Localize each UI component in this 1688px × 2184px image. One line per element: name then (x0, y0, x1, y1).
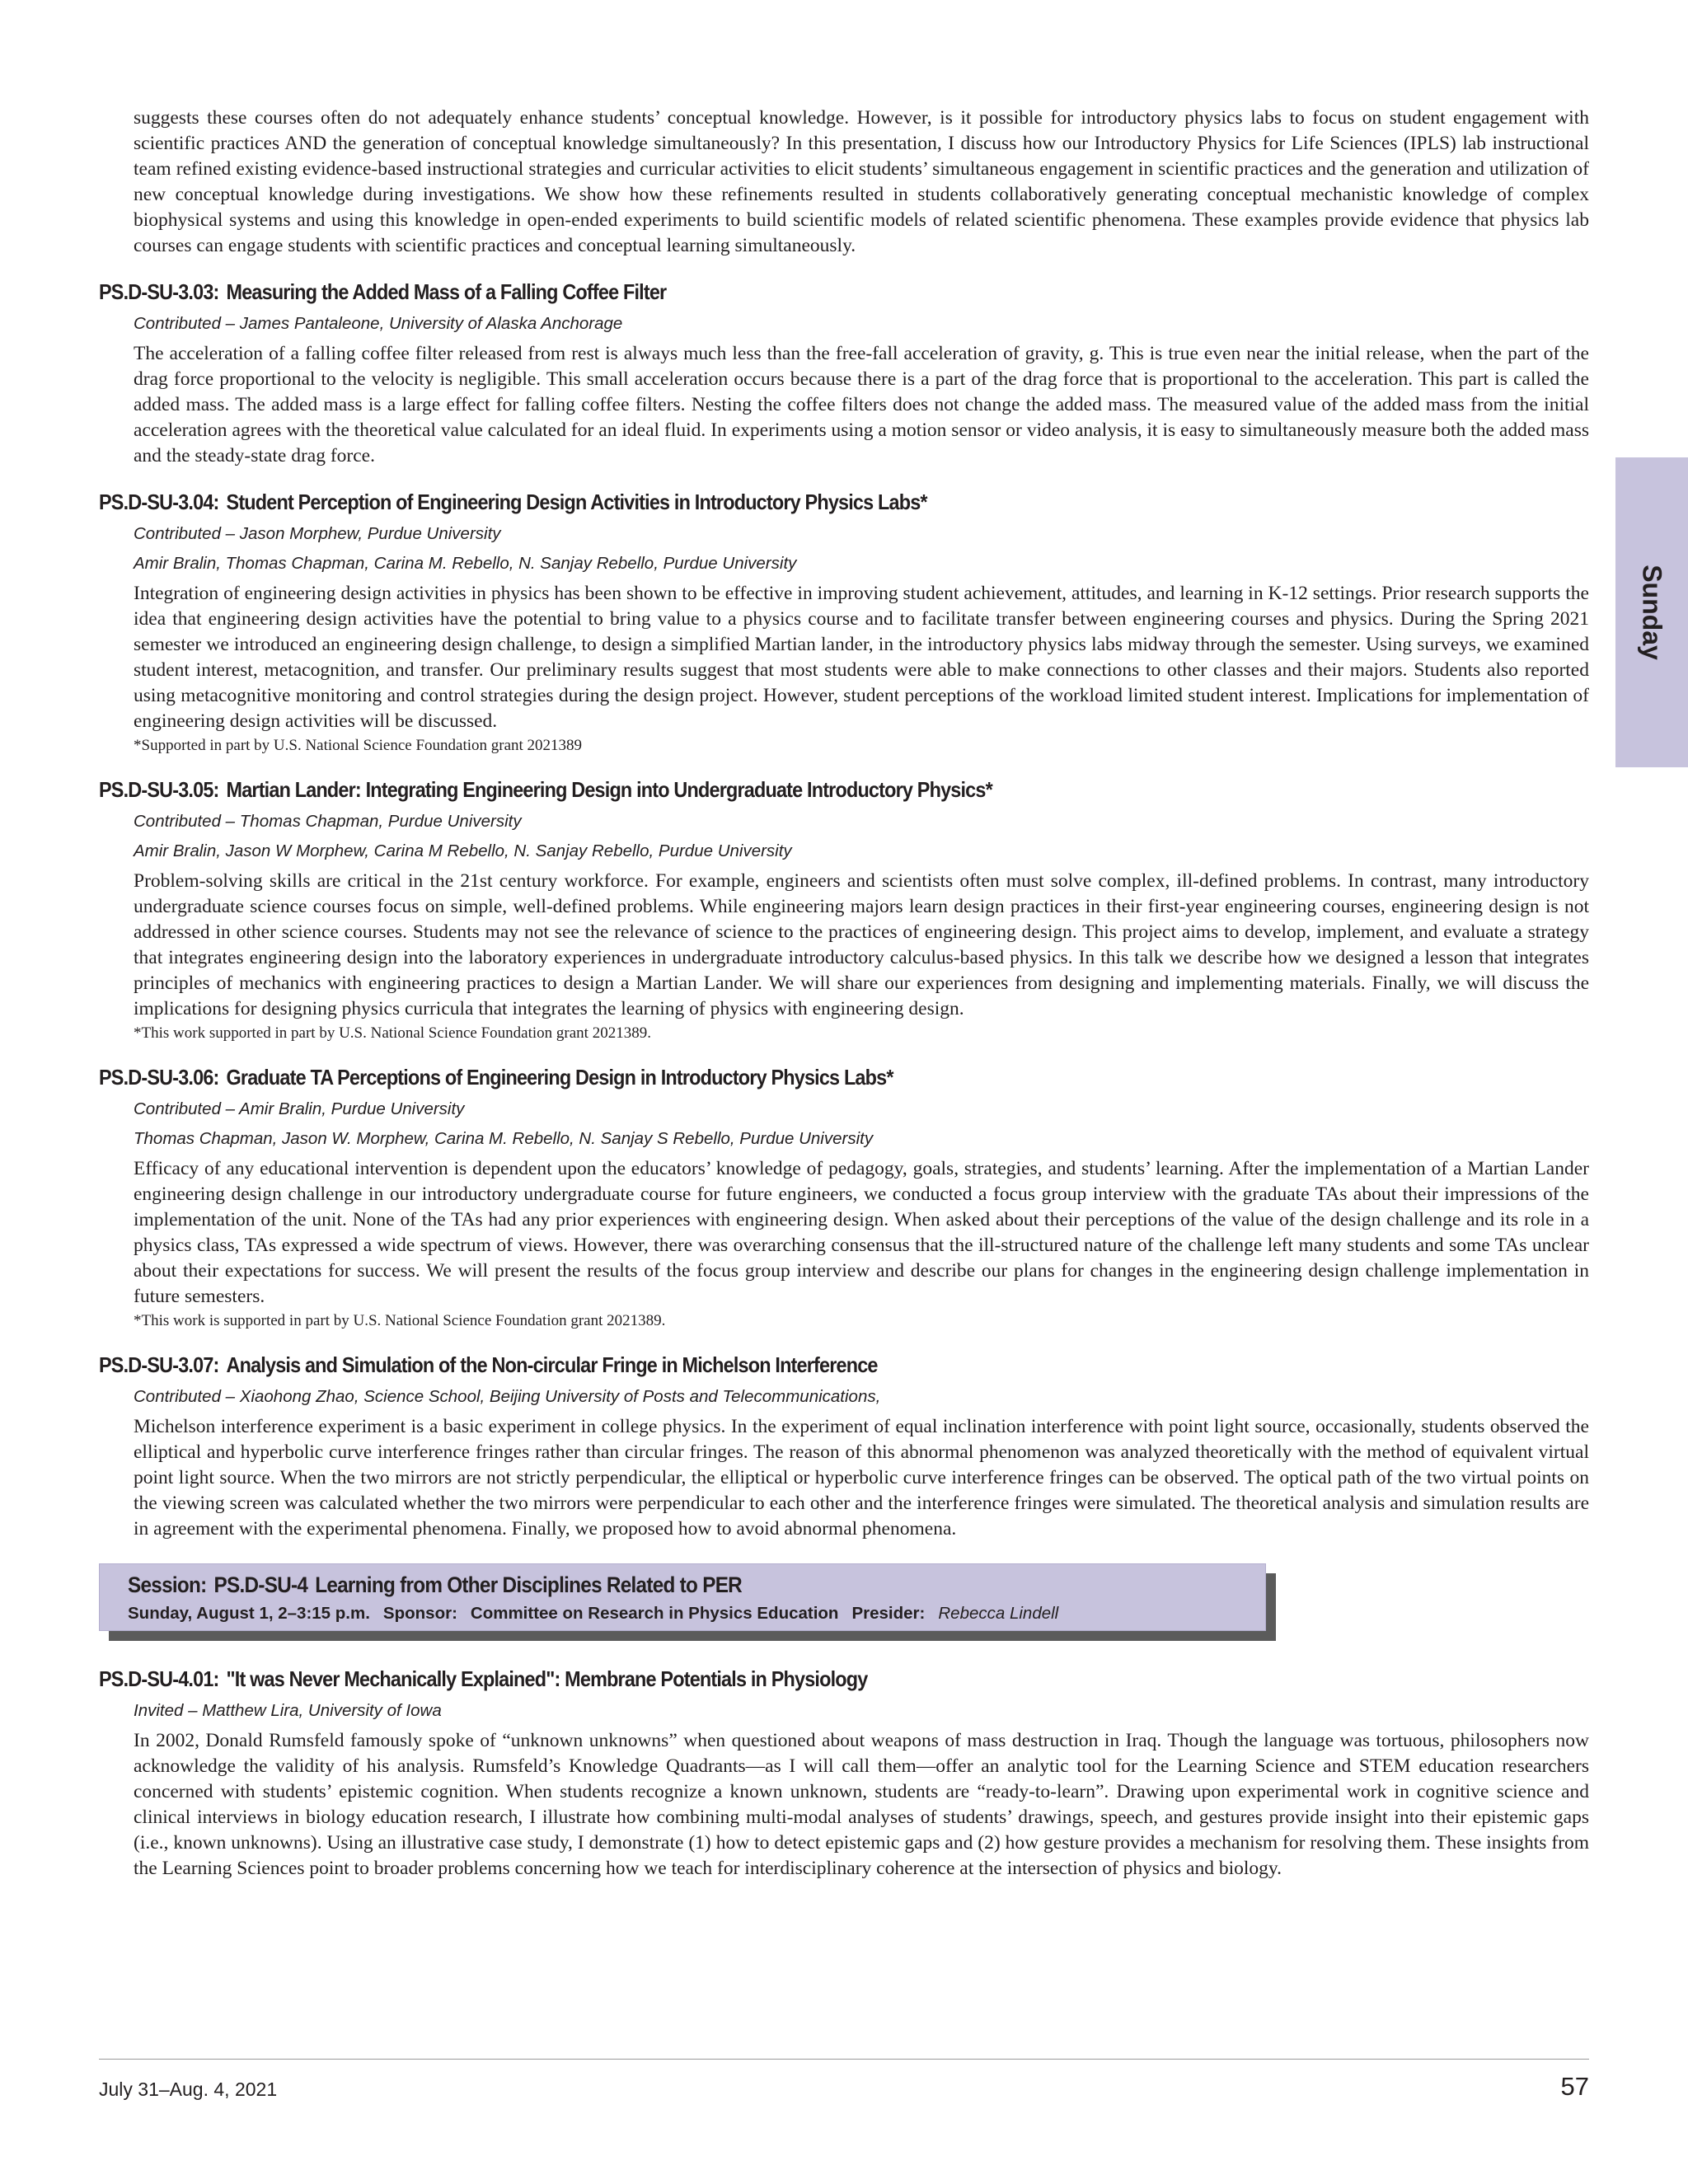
funding-note: *Supported in part by U.S. National Science Foundation grant 2021389 (134, 737, 583, 754)
funding-note: *This work supported in part by U.S. National Science Foundation grant 2021389. (134, 1024, 651, 1042)
abstract-title-text: Measuring the Added Mass of a Falling Coffee Filter (226, 279, 667, 304)
contributed-author: Contributed – Amir Bralin, Purdue University (134, 1099, 465, 1118)
coauthors: Thomas Chapman, Jason W. Morphew, Carina M. Rebello, N. Sanjay S Rebello, Purdue University (134, 1129, 874, 1148)
session-header (99, 1563, 1266, 1641)
session-presider: Rebecca Lindell (938, 1604, 1059, 1623)
abstract-body: Michelson interference experiment is a basic experiment in college physics. In the experiment of equal inclination interference with point light source, occasionally, students observed the elliptical and hyperbolic curve interference fringes rather than circular fringes. The reason of this abnormal phenomenon was analyzed theoretically with the method of equivalent virtual point light source. When the two mirrors are not strictly perpendicular, the elliptical or hyperbolic curve interference fringes can be observed. The optical path of the two virtual points on the viewing screen was calculated whether the two mirrors were perpendicular to each other and the interference fringes were simulated. The theoretical analysis and simulation results are in agreement with the experimental phenomena. Finally, we proposed how to avoid abnormal phenomena. (134, 1416, 1589, 1540)
abstract-title-text: "It was Never Mechanically Explained": Membrane Potentials in Physiology (226, 1666, 868, 1691)
abstract-title-text: Graduate TA Perceptions of Engineering Design in Introductory Physics Labs* (226, 1065, 893, 1090)
abstract-code: PS.D-SU-4.01: (99, 1666, 219, 1691)
abstract-ps-d-su-3-06 (99, 1062, 1589, 1332)
session-header-box (99, 1563, 1266, 1631)
abstract-code: PS.D-SU-3.05: (99, 777, 219, 802)
session-title (128, 1572, 749, 1598)
abstract-title (99, 1664, 1440, 1694)
abstract-title (99, 1062, 1440, 1092)
abstract-code: PS.D-SU-3.04: (99, 490, 219, 514)
continued-abstract-text: suggests these courses often do not adequately enhance students’ conceptual knowledge. However, is it possible for introductory physics labs to focus on student engagement with scientific practices AND the generation of conceptual knowledge simultaneously? In this presentation, I discuss how our Introductory Physics for Life Sciences (IPLS) lab instructional team refined existing evidence-based instructional strategies and curricular activities to elicit students’ simultaneous engagement in scientific practices and the generation and utilization of new conceptual knowledge during investigations. We show how these refinements resulted in students collaboratively generating conceptual mechanistic knowledge of complex biophysical systems and using this knowledge in open-ended experiments to build scientific models of related scientific phenomena. These examples provide evidence that physics lab courses can engage students with scientific practices and conceptual learning simultaneously. (134, 107, 1589, 256)
coauthors: Amir Bralin, Thomas Chapman, Carina M. Rebello, N. Sanjay Rebello, Purdue University (134, 554, 797, 573)
abstract-ps-d-su-3-04 (99, 487, 1589, 757)
abstract-title (99, 277, 1440, 307)
abstract-ps-d-su-3-05 (99, 775, 1589, 1044)
abstract-title-text: Martian Lander: Integrating Engineering Design into Undergraduate Introductory Physics* (226, 777, 992, 802)
abstract-code: PS.D-SU-3.07: (99, 1352, 219, 1377)
abstract-title (99, 1350, 1440, 1380)
contributed-author: Contributed – Jason Morphew, Purdue University (134, 524, 501, 543)
abstract-ps-d-su-3-03 (99, 277, 1589, 469)
abstract-title-text: Student Perception of Engineering Design Activities in Introductory Physics Labs* (226, 490, 927, 514)
abstract-code: PS.D-SU-3.06: (99, 1065, 219, 1090)
page-content (99, 105, 1589, 1882)
abstract-body: In 2002, Donald Rumsfeld famously spoke of “unknown unknowns” when questioned about weapons of mass destruction in Iraq. Though the language was tortuous, philosophers now acknowledge the validity of his analysis. Rumsfeld’s Knowledge Quadrants—as I will call them—offer an analytic tool for the Learning Science and STEM education researchers concerned with students’ epistemic cognition. When students recognize a known unknown, students are “ready-to-learn”. Drawing upon experimental work in cognitive science and clinical interviews in biology education research, I illustrate how combining multi-modal analyses of students’ drawings, speech, and gestures provide insight into their epistemic gaps (i.e., known unknowns). Using an illustrative case study, I demonstrate (1) how to detect epistemic gaps and (2) how gesture provides a mechanism for resolving them. These insights from the Learning Sciences point to broader problems concerning how we teach for interdisciplinary coherence at the intersection of physics and biology. (134, 1730, 1589, 1879)
session-sponsor-label: Sponsor: (382, 1604, 457, 1623)
session-meta (128, 1604, 1058, 1624)
session-label: Session: (128, 1572, 207, 1597)
footer-divider (99, 2059, 1589, 2060)
contributed-author: Contributed – James Pantaleone, University of Alaska Anchorage (134, 314, 623, 333)
abstract-body: Integration of engineering design activities in physics has been shown to be effective in improving student achievement, attitudes, and learning in K-12 settings. Prior research supports the idea that engineering design activities have the potential to bring value to a physics course and to facilitate transfer between engineering courses and physics. During the Spring 2021 semester we introduced an engineering design challenge, to design a simplified Martian lander, in the introductory physics labs midway through the semester. Using surveys, we examined student interest, metacognition, and transfer. Our preliminary results suggest that most students were able to make connections to other classes and their majors. Students also reported using metacognitive monitoring and control strategies during the design project. However, student perceptions of the workload limited student interest. Implications for implementation of engineering design activities will be discussed. (134, 583, 1589, 732)
section-side-tab (1615, 457, 1688, 767)
footer-dates: July 31–Aug. 4, 2021 (99, 2079, 278, 2100)
abstract-body: Efficacy of any educational intervention is dependent upon the educators’ knowledge of pedagogy, goals, strategies, and students’ learning. After the implementation of a Martian Lander engineering design challenge in our introductory undergraduate course for future engineers, we conducted a focus group interview with the graduate TAs about their impressions of the implementation of the unit. None of the TAs had any prior experiences with engineering design. When asked about their perceptions of the value of the design challenge and its role in a physics class, TAs expressed a wide spectrum of views. However, there was overarching consensus that the ill-structured nature of the challenge left many students and some TAs unclear about their expectations for success. We will present the results of the focus group interview and describe our plans for changes in the engineering design challenge implementation in future semesters. (134, 1158, 1589, 1307)
abstract-title (99, 487, 1440, 517)
session-presider-label: Presider: (851, 1604, 926, 1623)
session-code: PS.D-SU-4 (213, 1572, 308, 1597)
abstract-title (99, 775, 1440, 804)
abstract-code: PS.D-SU-3.03: (99, 279, 219, 304)
side-tab-label: Sunday (1637, 565, 1667, 660)
session-title-text: Learning from Other Disciplines Related to PER (315, 1572, 743, 1597)
abstract-body: Problem-solving skills are critical in the 21st century workforce. For example, engineers and scientists often must solve complex, ill-defined problems. In contrast, many introductory undergraduate science courses focus on simple, well-defined problems. While engineering majors learn design practices in their first-year engineering courses, engineering design is not addressed in other science courses. Students may not see the relevance of science to the practices of engineering design. This project aims to develop, implement, and evaluate a strategy that integrates engineering design into the laboratory experiences in undergraduate introductory calculus-based physics. In this talk we describe how we designed a lesson that integrates principles of mechanics with engineering practices to design a Martian Lander. We will share our experiences from designing and implementing materials. Finally, we will discuss the implications for designing physics curricula that integrates the learning of physics with engineering design. (134, 870, 1589, 1019)
abstract-title-text: Analysis and Simulation of the Non-circular Fringe in Michelson Interference (226, 1352, 878, 1377)
page-number: 57 (1560, 2072, 1589, 2101)
coauthors: Amir Bralin, Jason W Morphew, Carina M Rebello, N. Sanjay Rebello, Purdue University (134, 841, 792, 860)
invited-author: Invited – Matthew Lira, University of Iowa (134, 1701, 442, 1720)
abstract-ps-d-su-4-01 (99, 1664, 1589, 1882)
abstract-ps-d-su-3-07 (99, 1350, 1589, 1542)
session-datetime: Sunday, August 1, 2–3:15 p.m. (128, 1604, 370, 1623)
abstract-body: The acceleration of a falling coffee filter released from rest is always much less than the free-fall acceleration of gravity, g. This is true even near the initial release, when the part of the drag force proportional to the velocity is negligible. This small acceleration occurs because there is a part of the drag force that is proportional to the acceleration. This part is called the added mass. The added mass is a large effect for falling coffee filters. Nesting the coffee filters does not change the added mass. The measured value of the added mass from the initial acceleration agrees with the theoretical value calculated for an ideal fluid. In experiments using a motion sensor or video analysis, it is easy to simultaneously measure both the added mass and the steady-state drag force. (134, 343, 1589, 466)
session-sponsor: Committee on Research in Physics Education (470, 1604, 839, 1623)
funding-note: *This work is supported in part by U.S. National Science Foundation grant 2021389. (134, 1312, 666, 1329)
contributed-author: Contributed – Xiaohong Zhao, Science School, Beijing University of Posts and Telecommunications, (134, 1387, 881, 1406)
contributed-author: Contributed – Thomas Chapman, Purdue University (134, 812, 522, 831)
